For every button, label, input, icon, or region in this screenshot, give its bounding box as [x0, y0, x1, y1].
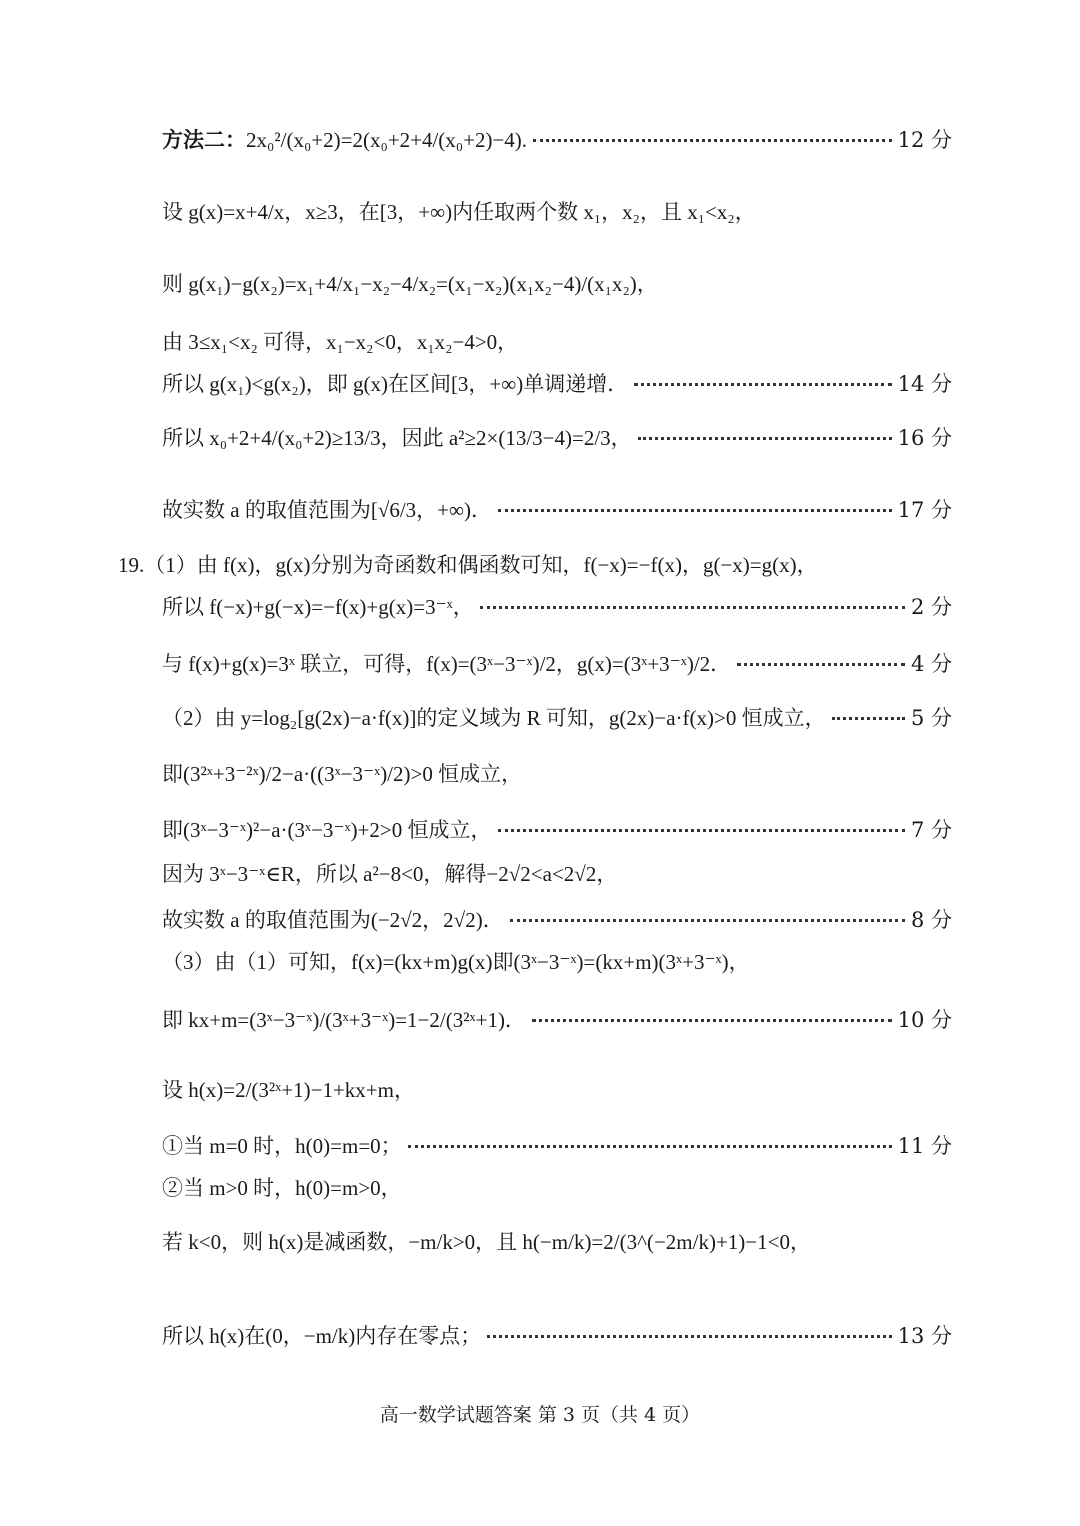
line-text: 故实数 a 的取值范围为[√6/3，+∞)． [162, 498, 492, 522]
leader-dots [532, 1019, 892, 1022]
line-text: ②当 m>0 时，h(0)=m>0， [162, 1176, 402, 1200]
line-part-2-domain [162, 706, 952, 730]
line-case-m-zero [162, 1134, 952, 1158]
line-text: 因为 3ˣ−3⁻ˣ∈R，所以 a²−8<0，解得−2√2<a<2√2， [162, 862, 618, 886]
line-text: 所以 h(x)在(0，−m/k)内存在零点； [162, 1324, 482, 1348]
line-text: 所以 f(−x)+g(−x)=−f(x)+g(x)=3⁻ˣ， [162, 595, 474, 619]
line-text: ①当 m=0 时，h(0)=m=0； [162, 1134, 402, 1158]
line-text: 所以 x₀+2+4/(x₀+2)≥13/3，因此 a²≥2×(13/3−4)=2/3， [162, 426, 632, 450]
line-text: 即 kx+m=(3ˣ−3⁻ˣ)/(3ˣ+3⁻ˣ)=1−2/(3²ˣ+1)． [162, 1008, 526, 1032]
leader-dots [737, 663, 905, 666]
line-zero-exists [162, 1324, 952, 1348]
line-g-difference [162, 272, 952, 296]
line-text: 所以 g(x₁)<g(x₂)，即 g(x)在区间[3，+∞)单调递增． [162, 372, 629, 396]
score-mark: 7 分 [910, 818, 952, 842]
line-text: 19.（1）由 f(x)，g(x)分别为奇函数和偶函数可知，f(−x)=−f(x)，g(−x)=g(x)， [118, 553, 818, 577]
line-case-m-positive [162, 1176, 952, 1200]
line-text: 即(3²ˣ+3⁻²ˣ)/2−a·((3ˣ−3⁻ˣ)/2)>0 恒成立， [162, 762, 523, 786]
line-text: 设 h(x)=2/(3²ˣ+1)−1+kx+m， [162, 1078, 415, 1102]
score-mark: 8 分 [910, 908, 952, 932]
score-mark: 2 分 [910, 595, 952, 619]
score-mark: 13 分 [897, 1324, 952, 1348]
line-a-interval [162, 908, 952, 932]
score-mark: 17 分 [897, 498, 952, 522]
line-text: （3）由（1）可知，f(x)=(kx+m)g(x)即(3ˣ−3⁻ˣ)=(kx+m)(3ˣ+3⁻ˣ)， [162, 950, 750, 974]
line-discriminant [162, 862, 952, 886]
line-text: 若 k<0，则 h(x)是减函数，−m/k>0，且 h(−m/k)=2/(3^(−2m/k)+1)−1<0， [162, 1230, 811, 1254]
line-inequality-1 [162, 762, 952, 786]
leader-dots [408, 1145, 892, 1148]
line-text: 设 g(x)=x+4/x，x≥3，在[3，+∞)内任取两个数 x₁，x₂，且 x₁<x₂， [162, 200, 756, 224]
line-k-negative [162, 1230, 952, 1254]
leader-dots [638, 437, 892, 440]
line-define-h [162, 1078, 952, 1102]
line-problem-19-part-1 [118, 553, 952, 577]
leader-dots [832, 717, 905, 720]
line-a-squared-bound [162, 426, 952, 450]
leader-dots [498, 829, 905, 832]
line-text: 故实数 a 的取值范围为(−2√2，2√2)． [162, 908, 504, 932]
line-a-range-result [162, 498, 952, 522]
line-text: 则 g(x₁)−g(x₂)=x₁+4/x₁−x₂−4/x₂=(x₁−x₂)(x₁x₂−4)/(x₁x₂)， [162, 272, 658, 296]
leader-dots [634, 383, 891, 386]
line-text: 由 3≤x₁<x₂ 可得，x₁−x₂<0，x₁x₂−4>0， [162, 330, 519, 354]
line-define-g [162, 200, 952, 224]
leader-dots [533, 139, 892, 142]
line-part-3-setup [162, 950, 952, 974]
line-sum-identity [162, 595, 952, 619]
score-mark: 12 分 [897, 128, 952, 152]
score-mark: 4 分 [910, 652, 952, 676]
leader-dots [487, 1335, 891, 1338]
line-g-increasing [162, 372, 952, 396]
score-mark: 5 分 [910, 706, 952, 730]
page-footer: 高一数学试题答案 第 3 页（共 4 页） [379, 1404, 701, 1426]
leader-dots [480, 606, 905, 609]
line-text: 与 f(x)+g(x)=3ˣ 联立，可得，f(x)=(3ˣ−3⁻ˣ)/2，g(x)=(3ˣ+3⁻ˣ)/2． [162, 652, 732, 676]
score-mark: 10 分 [897, 1008, 952, 1032]
score-mark: 11 分 [897, 1134, 952, 1158]
line-text: 2x₀²/(x₀+2)=2(x₀+2+4/(x₀+2)−4). [246, 128, 528, 152]
leader-dots [510, 919, 905, 922]
score-mark: 16 分 [897, 426, 952, 450]
line-kx-plus-m [162, 1008, 952, 1032]
line-inequality-2 [162, 818, 952, 842]
line-text: 即(3ˣ−3⁻ˣ)²−a·(3ˣ−3⁻ˣ)+2>0 恒成立， [162, 818, 492, 842]
method-two-label: 方法二： [162, 127, 246, 152]
leader-dots [498, 509, 892, 512]
line-method-two [162, 128, 952, 152]
line-solve-f-g [162, 652, 952, 676]
score-mark: 14 分 [897, 372, 952, 396]
line-sign-analysis [162, 330, 952, 354]
line-text: （2）由 y=log₂[g(2x)−a·f(x)]的定义域为 R 可知，g(2x)−a·f(x)>0 恒成立， [162, 706, 826, 730]
